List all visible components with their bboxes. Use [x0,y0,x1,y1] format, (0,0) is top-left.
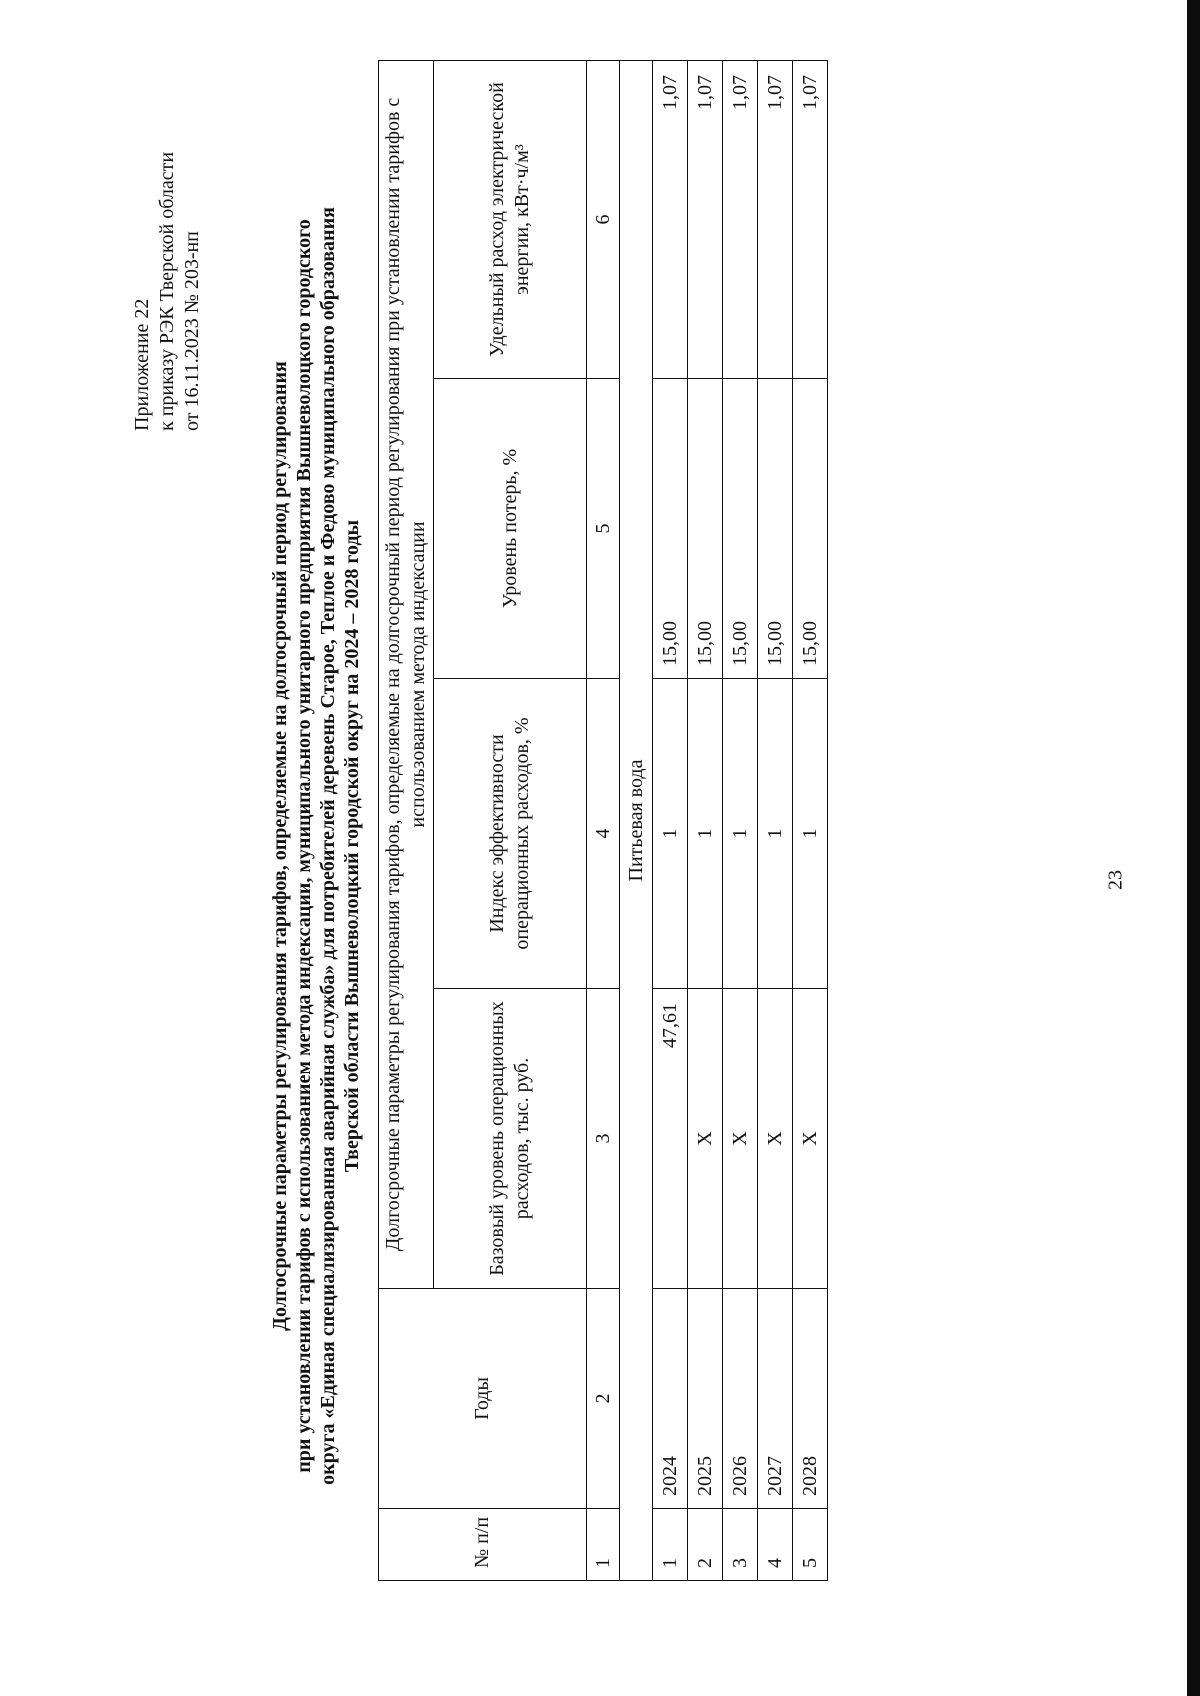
document-title [268,126,364,1566]
appendix-block [130,51,205,431]
cell-base: 47,61 [653,989,688,1289]
cell-base: Х [688,989,723,1289]
title-line-3: округа «Единая специализированная аварийная служба» для потребителей деревень Старое, Теплое и Федово муниципального образования [317,207,339,1485]
header-group: Долгосрочные параметры регулирования тарифов, определяемые на долгосрочный период регулирования при установлении тарифов с использованием метода индексации [379,60,434,1288]
cell-base: Х [793,989,828,1289]
section-row [620,60,653,1580]
header-col4: Индекс эффективности операционных расходов, % [434,679,587,989]
header-col6: Удельный расход электрической энергии, кВт·ч/м³ [434,60,587,378]
cell-loss: 15,00 [723,379,758,679]
cell-year: 2028 [793,1289,828,1509]
header-row [379,60,434,1580]
cell-num: 1 [653,1509,688,1581]
title-line-2: при установлении тарифов с использованием метода индексации, муниципального унитарного предприятия Вышневолоцкого городского [293,219,315,1473]
cell-energy: 1,07 [688,60,723,378]
index-cell: 4 [587,679,620,989]
column-index-row [587,60,620,1580]
appendix-line-2: к приказу РЭК Тверской области [156,151,178,431]
cell-index: 1 [793,679,828,989]
appendix-line-1: Приложение 22 [131,298,153,431]
index-cell: 1 [587,1509,620,1581]
cell-year: 2027 [758,1289,793,1509]
index-cell: 2 [587,1289,620,1509]
cell-energy: 1,07 [758,60,793,378]
table-row [758,60,793,1580]
cell-year: 2025 [688,1289,723,1509]
cell-loss: 15,00 [653,379,688,679]
cell-base: Х [758,989,793,1289]
title-line-1: Долгосрочные параметры регулирования тарифов, определяемые на долгосрочный период регулирования [269,361,291,1331]
cell-index: 1 [688,679,723,989]
appendix-line-3: от 16.11.2023 № 203-нп [181,231,203,431]
cell-year: 2026 [723,1289,758,1509]
cell-energy: 1,07 [723,60,758,378]
cell-num: 5 [793,1509,828,1581]
cell-num: 2 [688,1509,723,1581]
cell-energy: 1,07 [653,60,688,378]
cell-year: 2024 [653,1289,688,1509]
cell-index: 1 [723,679,758,989]
table-row [793,60,828,1580]
table-row [723,60,758,1580]
header-years: Годы [379,1289,587,1509]
table-row [653,60,688,1580]
section-label: Питьевая вода [620,60,653,1580]
cell-num: 3 [723,1509,758,1581]
table-row [688,60,723,1580]
cell-loss: 15,00 [758,379,793,679]
cell-index: 1 [653,679,688,989]
header-num: № п/п [379,1509,587,1581]
cell-index: 1 [758,679,793,989]
header-col3: Базовый уровень операционных расходов, тыс. руб. [434,989,587,1289]
index-cell: 6 [587,60,620,378]
index-cell: 3 [587,989,620,1289]
parameters-table [378,60,828,1581]
cell-base: Х [723,989,758,1289]
cell-num: 4 [758,1509,793,1581]
title-line-4: Тверской области Вышневолоцкий городской округ на 2024 – 2028 годы [341,519,363,1173]
cell-loss: 15,00 [688,379,723,679]
cell-energy: 1,07 [793,60,828,378]
header-col5: Уровень потерь, % [434,379,587,679]
page-number: 23 [1104,870,1127,890]
index-cell: 5 [587,379,620,679]
cell-loss: 15,00 [793,379,828,679]
